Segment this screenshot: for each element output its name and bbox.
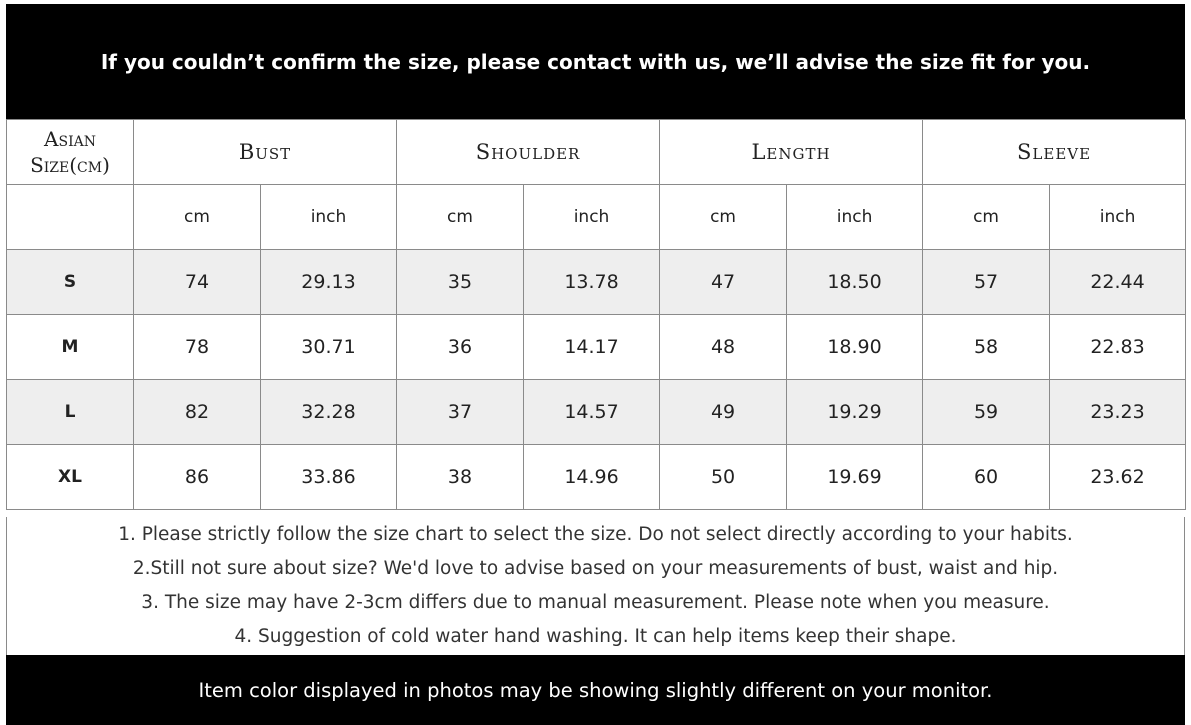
table-cell: 30.71 [261, 315, 397, 380]
unit-header: inch [1050, 185, 1186, 250]
table-cell: 19.29 [787, 380, 923, 445]
unit-header: cm [397, 185, 524, 250]
notes-panel [6, 517, 1185, 655]
size-label: XL [7, 445, 134, 510]
unit-header: inch [787, 185, 923, 250]
size-chart-table [6, 119, 1186, 510]
note-line: 1. Please strictly follow the size chart to select the size. Do not select directly according to your habits. [118, 524, 1073, 545]
top-banner-text: If you couldn’t confirm the size, please contact with us, we’ll advise the size fit for you. [100, 49, 1091, 74]
table-row [7, 250, 1186, 315]
bottom-banner-text: Item color displayed in photos may be showing slightly different on your monitor. [198, 678, 993, 702]
asian-size-header: Asian Size(cm) [7, 120, 134, 185]
sleeve-header: Sleeve [923, 120, 1186, 185]
table-cell: 49 [660, 380, 787, 445]
table-cell: 37 [397, 380, 524, 445]
table-cell: 82 [134, 380, 261, 445]
table-cell: 18.90 [787, 315, 923, 380]
table-cell: 18.50 [787, 250, 923, 315]
table-cell: 74 [134, 250, 261, 315]
unit-header: cm [923, 185, 1050, 250]
table-cell: 14.96 [524, 445, 660, 510]
note-line: 2.Still not sure about size? We'd love to advise based on your measurements of bust, waist and hip. [132, 558, 1059, 579]
table-cell: 22.83 [1050, 315, 1186, 380]
note-line: 4. Suggestion of cold water hand washing. It can help items keep their shape. [234, 626, 957, 647]
table-cell: 47 [660, 250, 787, 315]
table-cell: 23.23 [1050, 380, 1186, 445]
note-line: 3. The size may have 2-3cm differs due to manual measurement. Please note when you measure. [141, 592, 1050, 613]
top-banner [6, 4, 1185, 119]
group-header-row [7, 120, 1186, 185]
unit-corner-cell [7, 185, 134, 250]
table-cell: 48 [660, 315, 787, 380]
table-cell: 57 [923, 250, 1050, 315]
table-cell: 38 [397, 445, 524, 510]
table-cell: 29.13 [261, 250, 397, 315]
unit-header-row [7, 185, 1186, 250]
bust-header: Bust [134, 120, 397, 185]
table-cell: 23.62 [1050, 445, 1186, 510]
table-cell: 19.69 [787, 445, 923, 510]
table-cell: 32.28 [261, 380, 397, 445]
table-cell: 13.78 [524, 250, 660, 315]
table-cell: 35 [397, 250, 524, 315]
table-cell: 60 [923, 445, 1050, 510]
unit-header: inch [261, 185, 397, 250]
size-label: M [7, 315, 134, 380]
table-cell: 78 [134, 315, 261, 380]
unit-header: inch [524, 185, 660, 250]
size-label: S [7, 250, 134, 315]
table-cell: 36 [397, 315, 524, 380]
table-row [7, 380, 1186, 445]
size-label: L [7, 380, 134, 445]
shoulder-header: Shoulder [397, 120, 660, 185]
table-row [7, 315, 1186, 380]
table-row [7, 445, 1186, 510]
unit-header: cm [134, 185, 261, 250]
table-cell: 14.17 [524, 315, 660, 380]
table-cell: 22.44 [1050, 250, 1186, 315]
unit-header: cm [660, 185, 787, 250]
table-cell: 59 [923, 380, 1050, 445]
table-cell: 14.57 [524, 380, 660, 445]
length-header: Length [660, 120, 923, 185]
table-cell: 58 [923, 315, 1050, 380]
table-cell: 33.86 [261, 445, 397, 510]
table-cell: 86 [134, 445, 261, 510]
table-cell: 50 [660, 445, 787, 510]
bottom-banner [6, 655, 1185, 725]
